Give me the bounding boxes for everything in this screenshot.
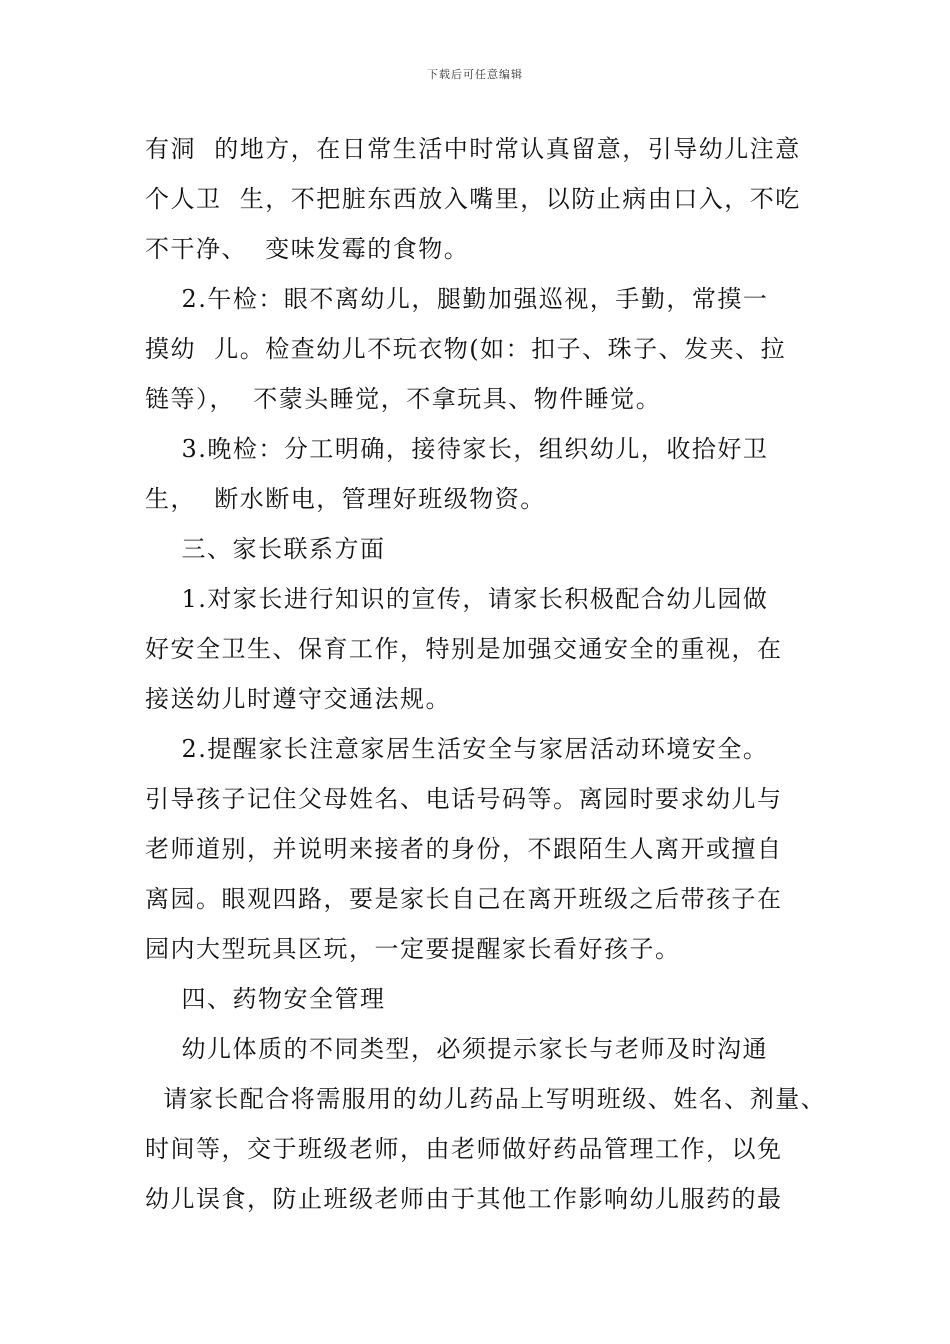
body-line: 园内大型玩具区玩，一定要提醒家长看好孩子。 [145, 935, 681, 963]
body-line: 好安全卫生、保育工作，特别是加强交通安全的重视，在 [145, 635, 783, 663]
body-line: 幼儿误食，防止班级老师由于其他工作影响幼儿服药的最 [145, 1185, 783, 1213]
body-line: 引导孩子记住父母姓名、电话号码等。离园时要求幼儿与 [145, 785, 783, 813]
body-line: 个人卫 生，不把脏东西放入嘴里，以防止病由口入，不吃 [145, 185, 801, 213]
body-line: 2.提醒家长注意家居生活安全与家居活动环境安全。 [145, 735, 769, 763]
body-line: 有洞 的地方，在日常生活中时常认真留意，引导幼儿注意 [145, 135, 801, 163]
section-heading: 三、家长联系方面 [145, 535, 386, 563]
section-heading: 四、药物安全管理 [145, 985, 386, 1013]
body-line: 链等）， 不蒙头睡觉，不拿玩具、物件睡觉。 [145, 385, 662, 413]
body-line: 接送幼儿时遵守交通法规。 [145, 685, 451, 713]
body-line: 2.午检：眼不离幼儿，腿勤加强巡视，手勤，常摸一 [145, 285, 769, 313]
body-line: 摸幼 儿。检查幼儿不玩衣物(如：扣子、珠子、发夹、拉 [145, 335, 787, 363]
body-line: 离园。眼观四路，要是家长自己在离开班级之后带孩子在 [145, 885, 783, 913]
body-line: 请家长配合将需服用的幼儿药品上写明班级、姓名、剂量、 [145, 1085, 827, 1113]
body-line: 3.晚检：分工明确，接待家长，组织幼儿，收拾好卫 [145, 435, 769, 463]
page-header: 下载后可任意编辑 [427, 68, 523, 81]
body-line: 不干净、 变味发霉的食物。 [145, 235, 470, 263]
body-line: 生， 断水断电，管理好班级物资。 [145, 485, 546, 513]
body-line: 时间等，交于班级老师，由老师做好药品管理工作，以免 [145, 1135, 783, 1163]
body-line: 1.对家长进行知识的宣传，请家长积极配合幼儿园做 [145, 585, 769, 613]
body-line: 老师道别，并说明来接者的身份，不跟陌生人离开或擅自 [145, 835, 783, 863]
body-line: 幼儿体质的不同类型，必须提示家长与老师及时沟通 [145, 1035, 769, 1063]
